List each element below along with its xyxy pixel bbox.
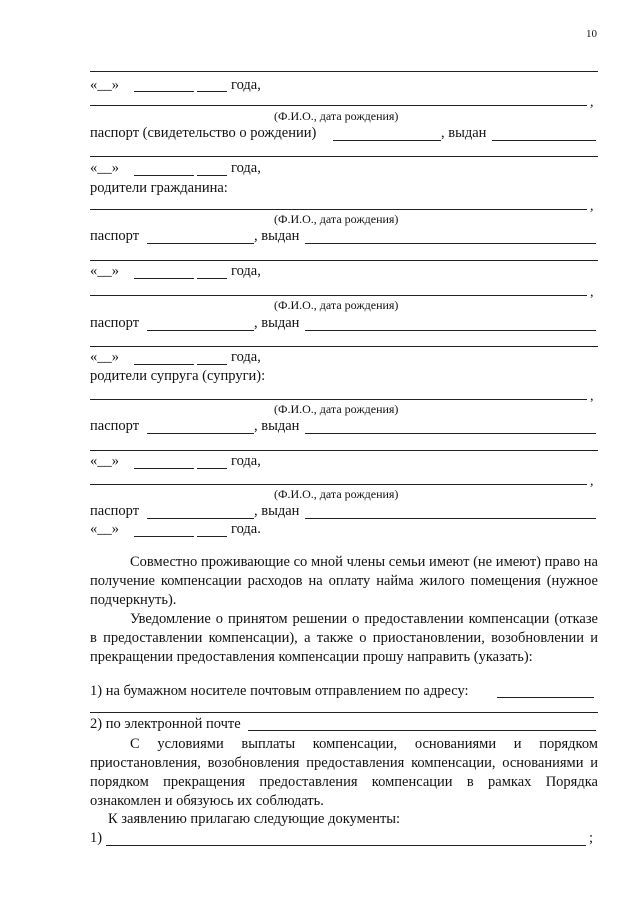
email-field[interactable] [248, 730, 596, 731]
postal-address-field[interactable] [90, 712, 598, 713]
name-field[interactable] [90, 484, 587, 485]
family-compensation-paragraph: Совместно проживающие со мной члены семьи имеют (не имеют) право на получение компенсации расходов на оплату найма жилого помещения (нужное подчеркнуть). [90, 554, 598, 608]
postal-option-label: 1) на бумажном носителе почтовым отправлением по адресу: [90, 683, 469, 699]
issued-label: , выдан [254, 503, 300, 519]
field-caption: (Ф.И.О., дата рождения) [274, 298, 399, 312]
comma: , [590, 95, 594, 110]
issued-label: , выдан [254, 228, 300, 244]
date-stub: «__» [90, 77, 119, 93]
year-label: года, [231, 349, 261, 365]
year-label: года, [231, 453, 261, 469]
passport-number-field[interactable] [147, 330, 254, 331]
parents-citizen-heading: родители гражданина: [90, 180, 228, 196]
date-blank[interactable] [134, 278, 194, 279]
passport-number-field[interactable] [147, 433, 254, 434]
passport-number-field[interactable] [147, 518, 254, 519]
issued-by-field[interactable] [305, 433, 596, 434]
date-stub: «__» [90, 160, 119, 176]
rule-line [90, 71, 598, 72]
issued-by-field[interactable] [305, 243, 596, 244]
issued-by-field[interactable] [305, 518, 596, 519]
passport-label: паспорт [90, 503, 140, 519]
field-caption: (Ф.И.О., дата рождения) [274, 109, 399, 123]
field-caption: (Ф.И.О., дата рождения) [274, 402, 399, 416]
issued-by-field[interactable] [90, 260, 598, 261]
year-label: года, [231, 160, 261, 176]
issued-by-field[interactable] [305, 330, 596, 331]
passport-label: паспорт [90, 228, 140, 244]
name-field[interactable] [90, 105, 587, 106]
year-label: года. [231, 521, 261, 537]
date-blank[interactable] [197, 175, 227, 176]
issued-label: , выдан [254, 418, 300, 434]
parents-spouse-heading: родители супруга (супруги): [90, 368, 266, 384]
page-number: 10 [586, 28, 597, 40]
passport-label: паспорт (свидетельство о рождении) [90, 125, 317, 141]
date-blank[interactable] [197, 468, 227, 469]
date-blank[interactable] [197, 278, 227, 279]
date-blank[interactable] [197, 536, 227, 537]
name-field[interactable] [90, 209, 587, 210]
passport-number-field[interactable] [333, 140, 441, 141]
semicolon: ; [589, 830, 594, 846]
passport-label: паспорт [90, 315, 140, 331]
date-stub: «__» [90, 263, 119, 279]
date-blank[interactable] [134, 468, 194, 469]
date-stub: «__» [90, 349, 119, 365]
comma: , [590, 389, 594, 404]
field-caption: (Ф.И.О., дата рождения) [274, 487, 399, 501]
attachments-heading: К заявлению прилагаю следующие документы: [108, 811, 401, 827]
comma: , [590, 285, 594, 300]
passport-label: паспорт [90, 418, 140, 434]
comma: , [590, 474, 594, 489]
issued-label: , выдан [254, 315, 300, 331]
date-blank[interactable] [197, 364, 227, 365]
email-option-label: 2) по электронной почте [90, 716, 241, 732]
passport-number-field[interactable] [147, 243, 254, 244]
attachment-number: 1) [90, 830, 103, 846]
issued-by-field[interactable] [90, 346, 598, 347]
comma: , [590, 199, 594, 214]
issued-by-field[interactable] [90, 156, 598, 157]
name-field[interactable] [90, 399, 587, 400]
date-stub: «__» [90, 521, 119, 537]
notification-paragraph: Уведомление о принятом решении о предоставлении компенсации (отказе в предоставлении компенсации), а также о приостановлении, возобновлении и прекращении предоставления компенсации прошу направить (указать): [90, 611, 598, 665]
year-label: года, [231, 77, 261, 93]
date-blank[interactable] [197, 91, 227, 92]
date-stub: «__» [90, 453, 119, 469]
issued-by-field[interactable] [90, 450, 598, 451]
issued-label: , выдан [441, 125, 487, 141]
date-blank[interactable] [134, 364, 194, 365]
postal-address-field[interactable] [497, 697, 594, 698]
field-caption: (Ф.И.О., дата рождения) [274, 212, 399, 226]
year-label: года, [231, 263, 261, 279]
issued-by-field[interactable] [492, 140, 596, 141]
date-blank[interactable] [134, 175, 194, 176]
name-field[interactable] [90, 295, 587, 296]
date-blank[interactable] [134, 91, 194, 92]
conditions-paragraph: С условиями выплаты компенсации, основаниями и порядком приостановления, возобновления предоставления компенсации, основаниями и порядком прекращения предоставления компенсации в рамках Порядка ознакомлен и обязуюсь их соблюдать. [90, 736, 598, 809]
attachment-field[interactable] [106, 845, 586, 846]
date-blank[interactable] [134, 536, 194, 537]
